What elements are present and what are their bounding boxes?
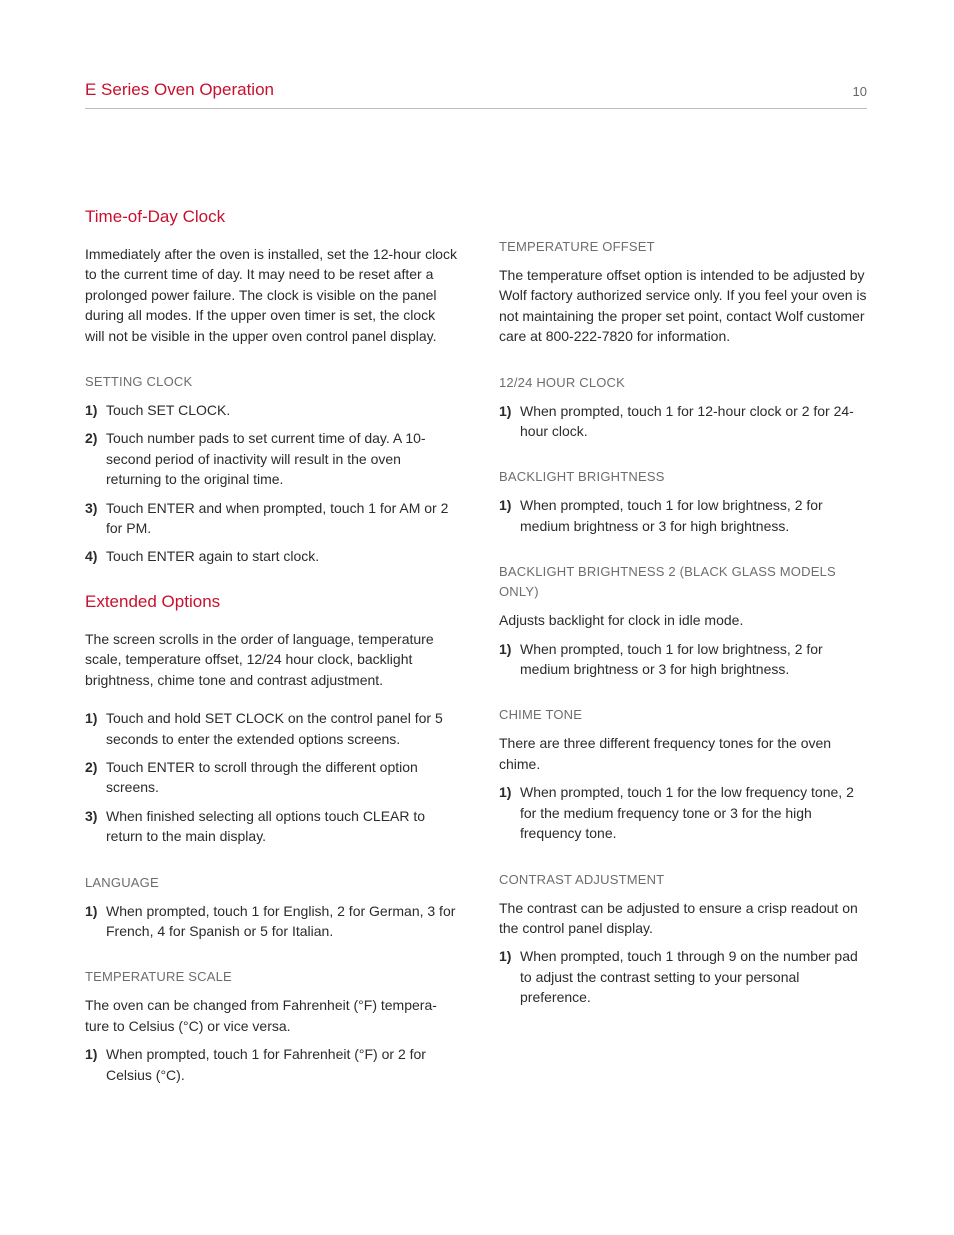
- page-header: [85, 78, 867, 109]
- setting-clock-steps: [85, 400, 457, 567]
- contrast-adjustment-steps: [499, 946, 873, 1007]
- clock-intro: Immediately after the oven is installed, set the 12-hour clock to the current time of day. It may need to be reset after a prolonged power failure. The clock is visible on the panel during all modes. If the upper oven timer is set, the clock will not be visible in the upper oven control panel display.: [85, 246, 457, 344]
- right-column: [499, 237, 873, 1016]
- subsection-language: LANGUAGE: [85, 874, 159, 890]
- subsection-backlight-brightness-2: BACKLIGHT BRIGHTNESS 2 (BLACK GLASS MODELS ONLY): [499, 564, 836, 600]
- list-item: 1) When prompted, touch 1 for low brightness, 2 for medium brightness or 3 for high brightness.: [499, 497, 823, 534]
- list-item: 1) When prompted, touch 1 through 9 on the number pad to adjust the contrast setting to your personal preference.: [499, 948, 858, 1006]
- subsection-chime-tone: CHIME TONE: [499, 707, 583, 723]
- list-item: 3) When finished selecting all options touch CLEAR to return to the main display.: [85, 807, 426, 845]
- list-item: 1) When prompted, touch 1 for English, 2 for German, 3 for French, 4 for Spanish or 5 for Italian.: [85, 902, 456, 939]
- list-item: 3) Touch ENTER and when prompted, touch 1 for AM or 2 for PM.: [85, 499, 449, 537]
- list-item: 1) Touch and hold SET CLOCK on the control panel for 5 seconds to enter the extended options screens.: [85, 710, 443, 747]
- language-steps: [85, 901, 457, 942]
- temperature-scale-steps: [85, 1044, 457, 1085]
- page-number: 10: [852, 84, 867, 99]
- extended-intro: The screen scrolls in the order of language, temperature scale, temperature offset, 12/24 hour clock, backlight brightness, chime tone and contrast adjustment.: [85, 630, 434, 688]
- left-column: [85, 200, 457, 1093]
- extended-options-steps: [85, 708, 457, 846]
- section-title-clock: Time-of-Day Clock: [85, 207, 226, 226]
- section-title-extended-options: Extended Options: [85, 591, 221, 611]
- backlight-brightness-2-intro: Adjusts backlight for clock in idle mode.: [499, 612, 744, 629]
- subsection-hour-clock: 12/24 HOUR CLOCK: [499, 374, 626, 390]
- list-item: 1) When prompted, touch 1 for 12-hour clock or 2 for 24-hour clock.: [499, 402, 854, 440]
- backlight-brightness-steps: [499, 495, 873, 536]
- list-item: 1) When prompted, touch 1 for the low frequency tone, 2 for the medium frequency tone or 3 for the high frequency tone.: [499, 784, 854, 842]
- list-item: 1) When prompted, touch 1 for low brightness, 2 for medium brightness or 3 for high brightness.: [499, 640, 823, 678]
- subsection-temperature-scale: TEMPERATURE SCALE: [85, 969, 232, 985]
- hour-clock-steps: [499, 401, 873, 442]
- temperature-offset-intro: The temperature offset option is intended to be adjusted by Wolf factory authorized service only. If you feel your oven is not maintaining the proper set point, contact Wolf customer care at 800-222-7820 for information.: [499, 267, 867, 345]
- contrast-adjustment-intro: The contrast can be adjusted to ensure a crisp readout on the control panel display.: [499, 899, 858, 936]
- list-item: 2) Touch ENTER to scroll through the different option screens.: [85, 758, 418, 796]
- chime-tone-steps: [499, 782, 873, 843]
- subsection-temperature-offset: TEMPERATURE OFFSET: [499, 239, 655, 254]
- document-title: E Series Oven Operation: [85, 80, 274, 99]
- chime-tone-intro: There are three different frequency tones for the oven chime.: [499, 735, 832, 772]
- subsection-setting-clock: SETTING CLOCK: [85, 374, 193, 390]
- list-item: 2) Touch number pads to set current time of day. A 10-second period of inactivity will result in the oven returning to the original time.: [85, 430, 426, 488]
- list-item: 1) Touch SET CLOCK.: [85, 402, 231, 419]
- list-item: 1) When prompted, touch 1 for Fahrenheit (°F) or 2 for Celsius (°C).: [85, 1046, 426, 1083]
- subsection-backlight-brightness: BACKLIGHT BRIGHTNESS: [499, 469, 665, 485]
- list-item: 4) Touch ENTER again to start clock.: [85, 548, 320, 565]
- subsection-contrast-adjustment: CONTRAST ADJUSTMENT: [499, 871, 665, 887]
- backlight-brightness-2-steps: [499, 639, 873, 680]
- temperature-scale-intro: The oven can be changed from Fahrenheit (°F) tempera-ture to Celsius (°C) or vice versa.: [85, 997, 437, 1034]
